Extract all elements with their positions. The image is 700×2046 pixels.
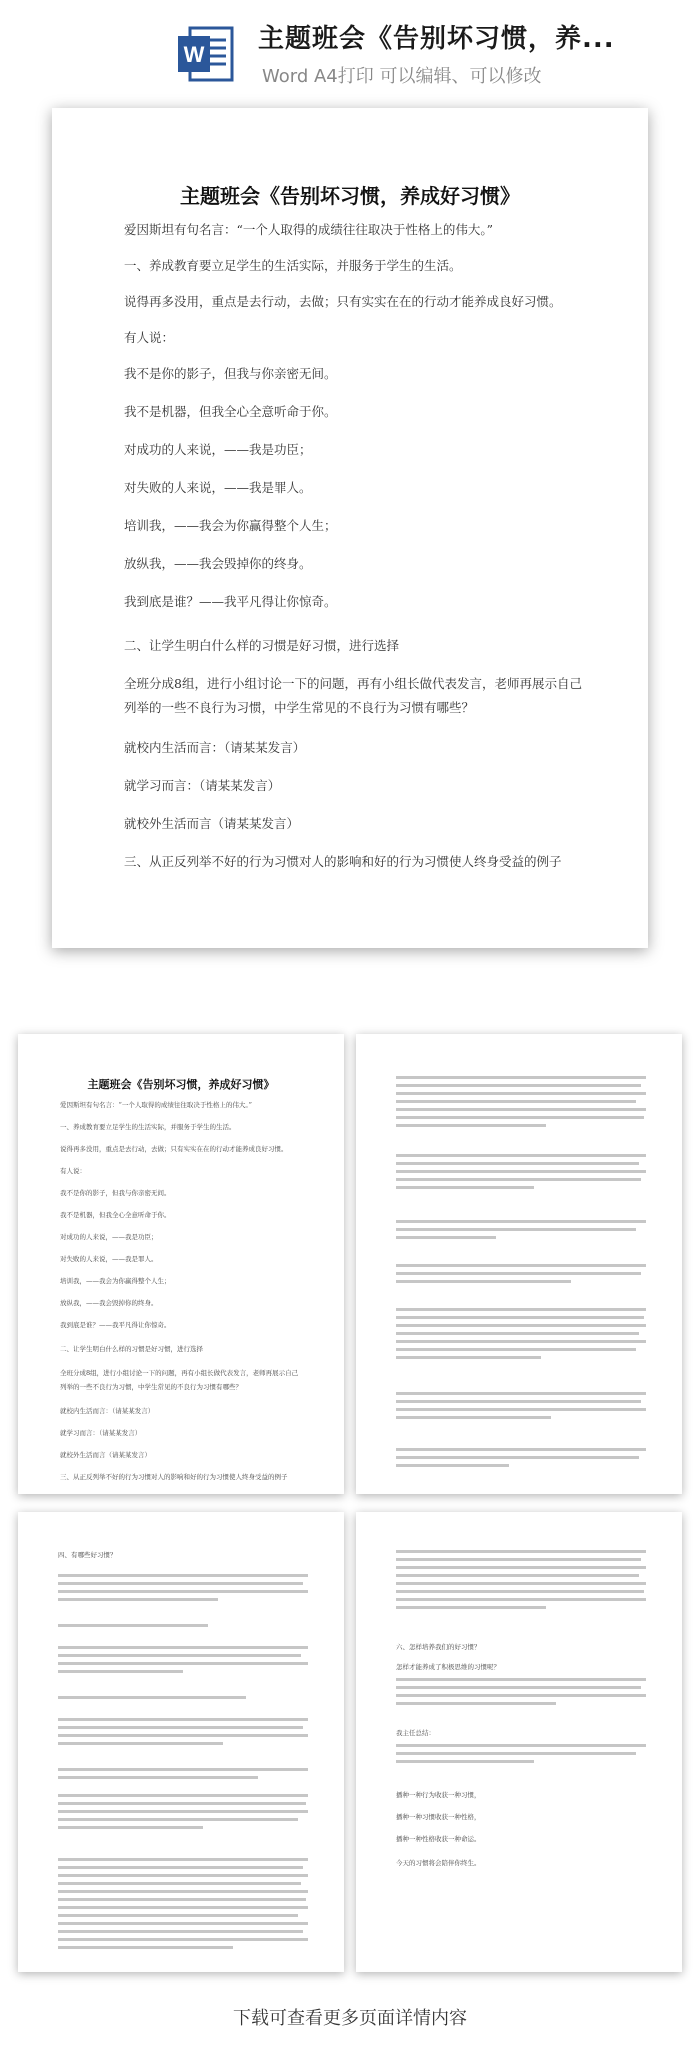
thumb-title: 主题班会《告别坏习惯，养成好习惯》 (87, 1078, 275, 1091)
thumb-heading: 怎样才能养成了积极思维的习惯呢？ (396, 1663, 500, 1671)
thumb-paragraph (58, 1646, 308, 1678)
thumb-paragraph (58, 1574, 308, 1606)
doc-line: 对失败的人来说，——我是罪人。 (124, 480, 312, 495)
page-thumbnail-1[interactable] (18, 1034, 344, 1494)
thumb-paragraph (396, 1550, 646, 1614)
doc-line: 一、养成教育要立足学生的生活实际，并服务于学生的生活。 (124, 258, 462, 273)
thumb-line: 全班分成8组，进行小组讨论一下的问题，再有小组长做代表发言，老师再展示自己 (60, 1369, 299, 1377)
download-more-link[interactable]: 下载可查看更多页面详情内容 (233, 2008, 467, 2029)
thumb-paragraph (396, 1448, 646, 1472)
document-title: 主题班会《告别坏习惯，养... (258, 24, 615, 54)
thumb-heading: 六、怎样培养我们的好习惯？ (396, 1643, 481, 1651)
thumb-paragraph (58, 1696, 308, 1704)
thumb-line: 就校内生活而言：（请某某发言） (60, 1407, 155, 1415)
doc-line: 二、让学生明白什么样的习惯是好习惯，进行选择 (124, 638, 400, 653)
document-subtitle: Word A4打印 可以编辑、可以修改 (262, 66, 542, 87)
doc-line: 我不是你的影子，但我与你亲密无间。 (124, 366, 337, 381)
thumb-paragraph (58, 1624, 308, 1632)
thumb-line: 说得再多没用，重点是去行动，去做；只有实实在在的行动才能养成良好习惯。 (60, 1145, 288, 1153)
thumb-line: 我不是你的影子，但我与你亲密无间。 (60, 1189, 171, 1197)
thumb-heading: 我主任总结： (396, 1729, 435, 1737)
thumb-paragraph (58, 1858, 308, 1954)
thumb-paragraph (58, 1768, 308, 1784)
doc-line: 就学习而言：（请某某发言） (124, 778, 281, 793)
word-doc-icon (174, 22, 238, 86)
thumb-line: 有人说： (60, 1167, 86, 1175)
thumb-line: 我不是机器，但我全心全意听命于你。 (60, 1211, 171, 1219)
thumb-line: 对失败的人来说，——我是罪人。 (60, 1255, 158, 1263)
doc-line: 培训我，——我会为你赢得整个人生； (124, 518, 337, 533)
thumb-line: 培训我，——我会为你赢得整个人生； (60, 1277, 171, 1285)
doc-line: 就校内生活而言：（请某某发言） (124, 740, 306, 755)
thumb-line: 二、让学生明白什么样的习惯是好习惯，进行选择 (60, 1345, 203, 1353)
thumb-paragraph (396, 1308, 646, 1364)
page-thumbnail-4[interactable] (356, 1512, 682, 1972)
thumb-line: 播种一种习惯收获一种性格， (396, 1813, 481, 1821)
thumb-line: 一、养成教育要立足学生的生活实际，并服务于学生的生活。 (60, 1123, 236, 1131)
page-thumbnail-2[interactable] (356, 1034, 682, 1494)
thumb-line: 播种一种性格收获一种命运。 (396, 1835, 481, 1843)
doc-line: 爱因斯坦有句名言：“一个人取得的成绩往往取决于性格上的伟大。” (124, 222, 494, 237)
thumb-line: 今天的习惯将会陪伴你终生。 (396, 1859, 481, 1867)
thumb-paragraph (396, 1220, 646, 1244)
document-page-preview (52, 108, 648, 948)
thumb-paragraph (396, 1392, 646, 1424)
svg-text:W: W (183, 42, 205, 67)
doc-line: 说得再多没用，重点是去行动，去做；只有实实在在的行动才能养成良好习惯。 (124, 294, 562, 309)
doc-line: 对成功的人来说，——我是功臣； (124, 442, 312, 457)
thumb-line: 就校外生活而言（请某某发言） (60, 1451, 151, 1459)
thumb-line: 三、从正反列举不好的行为习惯对人的影响和好的行为习惯使人终身受益的例子 (60, 1473, 288, 1481)
thumb-paragraph (396, 1678, 646, 1710)
doc-line: 我到底是谁？——我平凡得让你惊奇。 (124, 594, 337, 609)
thumb-paragraph (396, 1154, 646, 1194)
doc-line: 我不是机器，但我全心全意听命于你。 (124, 404, 337, 419)
thumb-line: 爱因斯坦有句名言：“一个人取得的成绩往往取决于性格上的伟大。” (60, 1101, 252, 1109)
doc-line: 有人说： (124, 330, 175, 345)
thumb-line: 我到底是谁？——我平凡得让你惊奇。 (60, 1321, 171, 1329)
doc-line: 就校外生活而言（请某某发言） (124, 816, 300, 831)
thumb-line: 放纵我，——我会毁掉你的终身。 (60, 1299, 158, 1307)
doc-line: 列举的一些不良行为习惯，中学生常见的不良行为习惯有哪些？ (124, 700, 475, 715)
thumb-line: 就学习而言：（请某某发言） (60, 1429, 142, 1437)
thumb-heading: 四、有哪些好习惯？ (58, 1551, 117, 1559)
thumb-line: 对成功的人来说，——我是功臣； (60, 1233, 158, 1241)
thumb-line: 列举的一些不良行为习惯，中学生常见的不良行为习惯有哪些？ (60, 1383, 242, 1391)
thumb-paragraph (58, 1718, 308, 1750)
thumb-paragraph (396, 1264, 646, 1288)
page-thumbnail-3[interactable] (18, 1512, 344, 1972)
page-title: 主题班会《告别坏习惯，养成好习惯》 (180, 184, 520, 208)
thumb-paragraph (396, 1744, 646, 1768)
thumb-paragraph (396, 1076, 646, 1132)
doc-line: 全班分成8组，进行小组讨论一下的问题，再有小组长做代表发言，老师再展示自己 (124, 676, 582, 691)
header (0, 0, 700, 100)
doc-line: 三、从正反列举不好的行为习惯对人的影响和好的行为习惯使人终身受益的例子 (124, 854, 562, 869)
thumb-line: 播种一种行为收获一种习惯， (396, 1791, 481, 1799)
thumb-paragraph (58, 1794, 308, 1834)
doc-line: 放纵我，——我会毁掉你的终身。 (124, 556, 312, 571)
